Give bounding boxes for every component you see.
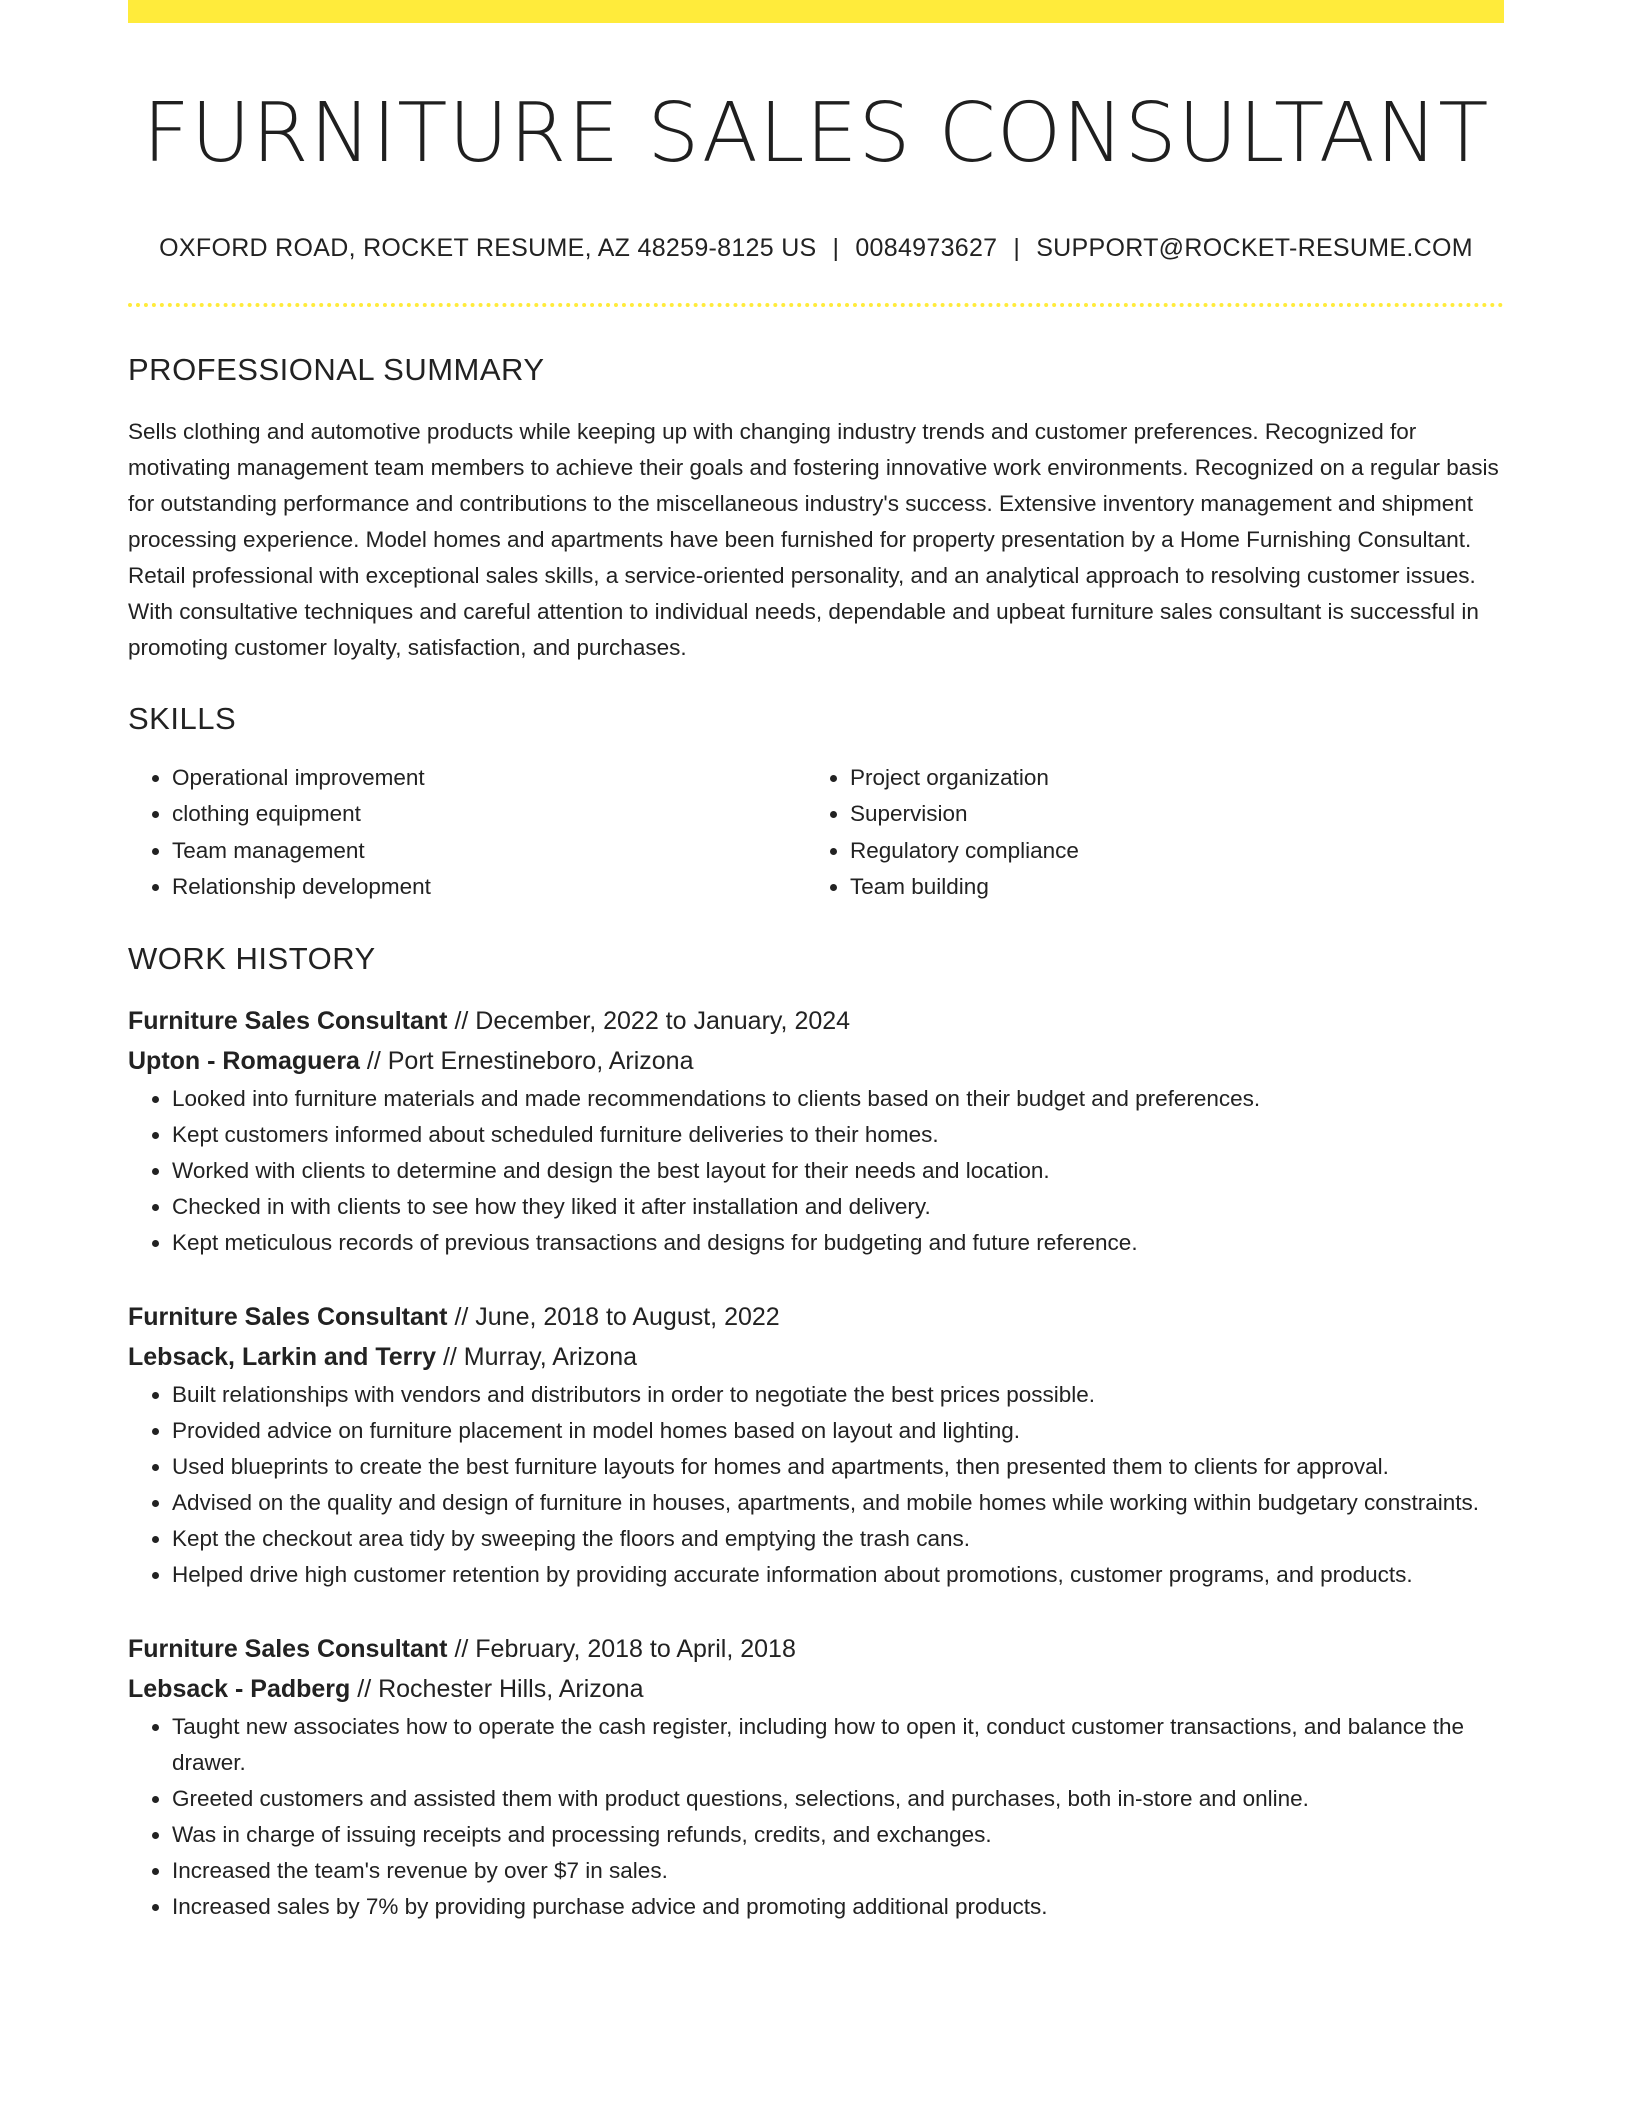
skills-heading: SKILLS xyxy=(128,701,237,737)
job-entry xyxy=(128,1629,1504,1925)
job-dates: // December, 2022 to January, 2024 xyxy=(454,1006,851,1035)
job-bullet: • Worked with clients to determine and design the best layout for their needs and location. xyxy=(172,1153,1504,1189)
job-company: Upton - Romaguera xyxy=(128,1046,360,1075)
skill-item: • Team management xyxy=(172,833,806,870)
job-bullet: • Provided advice on furniture placement in model homes based on layout and lighting. xyxy=(172,1413,1504,1449)
job-bullet: • Was in charge of issuing receipts and processing refunds, credits, and exchanges. xyxy=(172,1817,1504,1853)
job-bullet: • Greeted customers and assisted them with product questions, selections, and purchases, both in-store and online. xyxy=(172,1781,1504,1817)
contact-phone: 0084973627 xyxy=(855,234,998,263)
skill-item: • Operational improvement xyxy=(172,760,806,797)
contact-separator: | xyxy=(1013,234,1021,263)
skills-list-right xyxy=(806,760,1484,906)
job-dates: // February, 2018 to April, 2018 xyxy=(454,1634,796,1663)
job-bullet-list xyxy=(128,1377,1504,1593)
summary-text: Sells clothing and automotive products while keeping up with changing industry trends and customer preferences. Recognized for motivating management team members to achieve their goals and fostering innovative work environments. Recognized on a regular basis for outstanding performance and contributions to the miscellaneous industry's success. Extensive inventory management and shipment processing experience. Model homes and apartments have been furnished for property presentation by a Home Furnishing Consultant. Retail professional with exceptional sales skills, a service-oriented personality, and an analytical approach to resolving customer issues. With consultative techniques and careful attention to individual needs, dependable and upbeat furniture sales consultant is successful in promoting customer loyalty, satisfaction, and purchases. xyxy=(128,419,1499,661)
job-bullet-list xyxy=(128,1709,1504,1925)
skill-item: • Team building xyxy=(850,869,1484,906)
job-bullet-list xyxy=(128,1081,1504,1261)
skills-section xyxy=(128,700,1504,905)
work-history-section xyxy=(128,940,1504,1925)
skill-item: • Relationship development xyxy=(172,869,806,906)
job-title-line xyxy=(128,1001,1504,1041)
skills-list-left xyxy=(128,760,806,906)
job-bullet: • Taught new associates how to operate the cash register, including how to open it, conduct customer transactions, and balance the drawer. xyxy=(172,1709,1504,1781)
summary-heading: PROFESSIONAL SUMMARY xyxy=(128,352,545,388)
contact-separator: | xyxy=(832,234,840,263)
accent-top-bar xyxy=(128,0,1504,23)
resume-title: FURNITURE SALES CONSULTANT xyxy=(142,86,1490,181)
job-bullet: • Kept meticulous records of previous transactions and designs for budgeting and future reference. xyxy=(172,1225,1504,1261)
job-company-line xyxy=(128,1041,1504,1081)
job-title: Furniture Sales Consultant xyxy=(128,1634,448,1663)
job-title-line xyxy=(128,1297,1504,1337)
job-bullet: • Increased the team's revenue by over $7 in sales. xyxy=(172,1853,1504,1889)
job-bullet: • Checked in with clients to see how they liked it after installation and delivery. xyxy=(172,1189,1504,1225)
job-title: Furniture Sales Consultant xyxy=(128,1006,448,1035)
job-bullet: • Kept customers informed about scheduled furniture deliveries to their homes. xyxy=(172,1117,1504,1153)
job-location: // Murray, Arizona xyxy=(442,1342,637,1371)
job-title-line xyxy=(128,1629,1504,1669)
job-entry xyxy=(128,1297,1504,1593)
work-history-heading: WORK HISTORY xyxy=(128,940,376,976)
job-bullet: • Increased sales by 7% by providing purchase advice and promoting additional products. xyxy=(172,1889,1504,1925)
job-company-line xyxy=(128,1337,1504,1377)
dotted-divider xyxy=(128,303,1504,307)
job-bullet: • Helped drive high customer retention by providing accurate information about promotions, customer programs, and products. xyxy=(172,1557,1504,1593)
job-company-line xyxy=(128,1669,1504,1709)
resume-page xyxy=(128,0,1504,2112)
contact-address: OXFORD ROAD, ROCKET RESUME, AZ 48259-8125 US xyxy=(159,234,817,263)
skills-grid xyxy=(128,760,1504,906)
job-company: Lebsack - Padberg xyxy=(128,1674,351,1703)
skill-item: • Regulatory compliance xyxy=(850,833,1484,870)
job-entry xyxy=(128,1001,1504,1261)
job-bullet: • Used blueprints to create the best furniture layouts for homes and apartments, then presented them to clients for approval. xyxy=(172,1449,1504,1485)
contact-line xyxy=(128,233,1504,263)
job-location: // Rochester Hills, Arizona xyxy=(357,1674,644,1703)
job-bullet: • Built relationships with vendors and distributors in order to negotiate the best prices possible. xyxy=(172,1377,1504,1413)
job-bullet: • Looked into furniture materials and made recommendations to clients based on their budget and preferences. xyxy=(172,1081,1504,1117)
job-dates: // June, 2018 to August, 2022 xyxy=(454,1302,780,1331)
skill-item: • clothing equipment xyxy=(172,796,806,833)
contact-email: SUPPORT@ROCKET-RESUME.COM xyxy=(1036,234,1473,263)
job-location: // Port Ernestineboro, Arizona xyxy=(366,1046,694,1075)
job-bullet: • Advised on the quality and design of furniture in houses, apartments, and mobile homes while working within budgetary constraints. xyxy=(172,1485,1504,1521)
job-company: Lebsack, Larkin and Terry xyxy=(128,1342,436,1371)
skill-item: • Project organization xyxy=(850,760,1484,797)
job-bullet: • Kept the checkout area tidy by sweeping the floors and emptying the trash cans. xyxy=(172,1521,1504,1557)
summary-section xyxy=(128,351,1504,666)
skill-item: • Supervision xyxy=(850,796,1484,833)
job-title: Furniture Sales Consultant xyxy=(128,1302,448,1331)
